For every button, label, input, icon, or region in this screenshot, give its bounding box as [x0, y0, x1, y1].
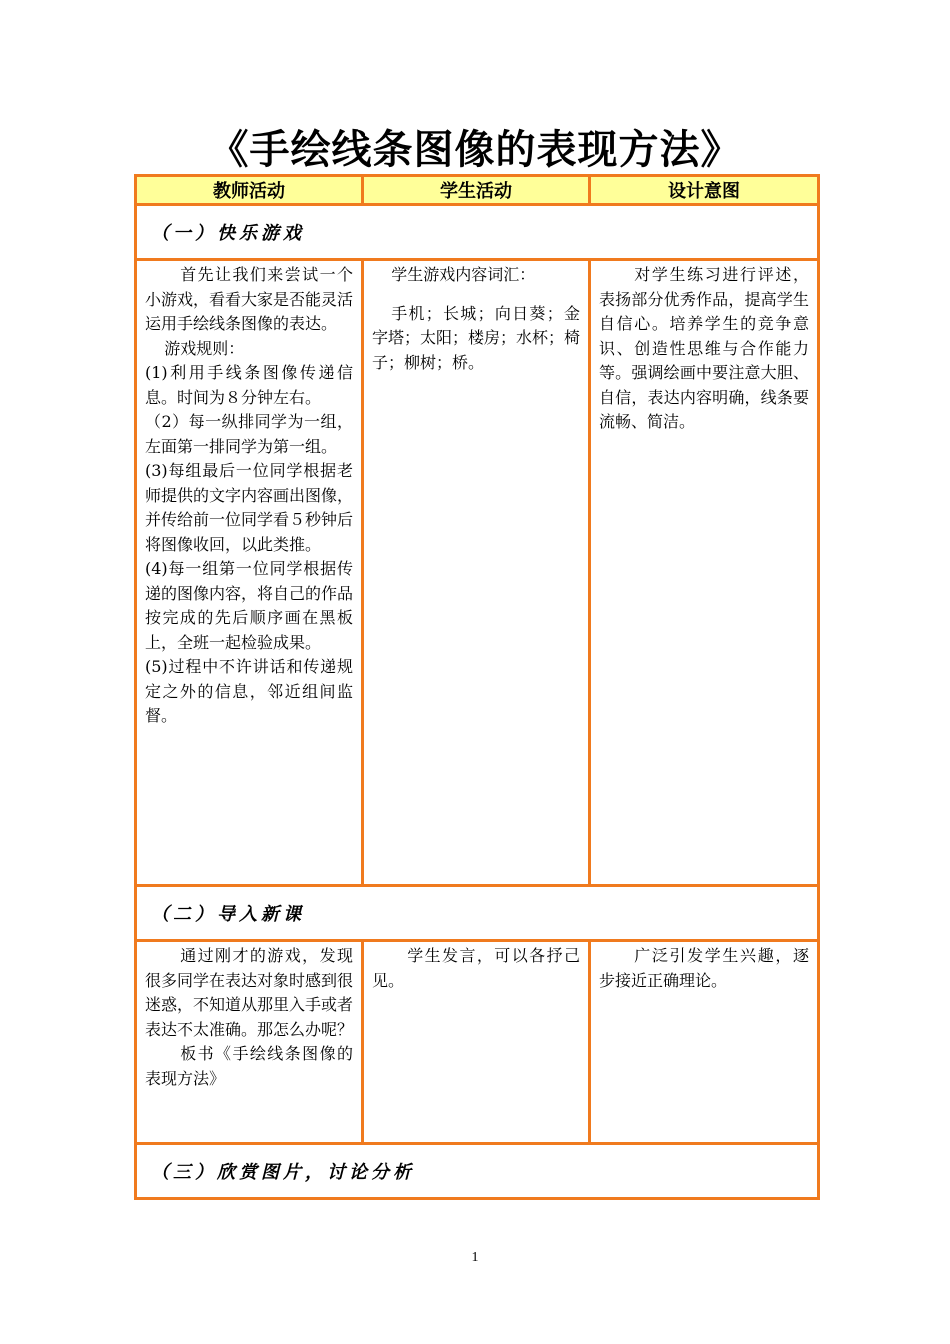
teacher-activity-cell — [136, 260, 363, 886]
lesson-plan-table — [134, 174, 820, 1200]
student-activity-text: 学生发言，可以各抒己见。 — [372, 946, 580, 990]
design-intent-cell — [590, 941, 819, 1144]
section-row — [136, 886, 819, 941]
student-words-list: 手机；长城；向日葵；金字塔；太阳；楼房；水杯；椅子；柳树；桥。 — [372, 303, 581, 372]
content-row — [136, 941, 819, 1144]
header-design-intent: 设计意图 — [590, 176, 819, 205]
rules-title: 游戏规则： — [164, 338, 245, 358]
header-row — [136, 176, 819, 205]
teacher-activity-cell — [136, 941, 363, 1144]
page-number: 1 — [471, 1250, 479, 1265]
header-teacher-activity: 教师活动 — [136, 176, 363, 205]
section-title-cell — [136, 886, 819, 941]
teacher-intro: 首先让我们来尝试一个小游戏，看看大家是否能灵活运用手绘线条图像的表达。 — [145, 265, 354, 333]
document-title: 《手绘线条图像的表现方法》 — [208, 127, 742, 173]
design-intent-cell — [590, 260, 819, 886]
header-student-activity: 学生活动 — [363, 176, 590, 205]
student-words-heading: 学生游戏内容词汇： — [391, 265, 536, 284]
rule-item: (5)过程中不许讲话和传递规定之外的信息，邻近组间监督。 — [145, 657, 353, 725]
rule-item: (4)每一组第一位同学根据传递的图像内容，将自己的作品按完成的先后顺序画在黑板上，全班一起检验成果。 — [145, 559, 354, 652]
student-activity-cell — [363, 260, 590, 886]
rule-item: (1)利用手线条图像传递信息。时间为８分钟左右。 — [145, 363, 353, 407]
student-activity-cell — [363, 941, 590, 1144]
section-title-cell — [136, 205, 819, 260]
section-title-cell — [136, 1144, 819, 1199]
rule-item: （2）每一纵排同学为一组，左面第一排同学为第一组。 — [145, 412, 353, 456]
section-title: （二）导入新课 — [151, 904, 305, 925]
rule-item: (3)每组最后一位同学根据老师提供的文字内容画出图像，并传给前一位同学看５秒钟后将图像收回，以此类推。 — [145, 461, 354, 554]
content-row — [136, 260, 819, 886]
section-row — [136, 1144, 819, 1199]
design-intent-text: 对学生练习进行评述，表扬部分优秀作品，提高学生自信心。培养学生的竞争意识、创造性思维与合作能力等。强调绘画中要注意大胆、自信，表达内容明确，线条要流畅、简洁。 — [599, 265, 809, 431]
section-title: （一）快乐游戏 — [151, 223, 305, 244]
section-row — [136, 205, 819, 260]
teacher-blackboard: 板书《手绘线条图像的表现方法》 — [145, 1044, 353, 1088]
section-title: （三）欣赏图片，讨论分析 — [151, 1162, 415, 1183]
spacer — [372, 288, 580, 302]
design-intent-text: 广泛引发学生兴趣，逐步接近正确理论。 — [599, 946, 809, 990]
teacher-paragraph: 通过刚才的游戏，发现很多同学在表达对象时感到很迷惑，不知道从那里入手或者表达不太准确。那怎么办呢？ — [145, 946, 354, 1039]
